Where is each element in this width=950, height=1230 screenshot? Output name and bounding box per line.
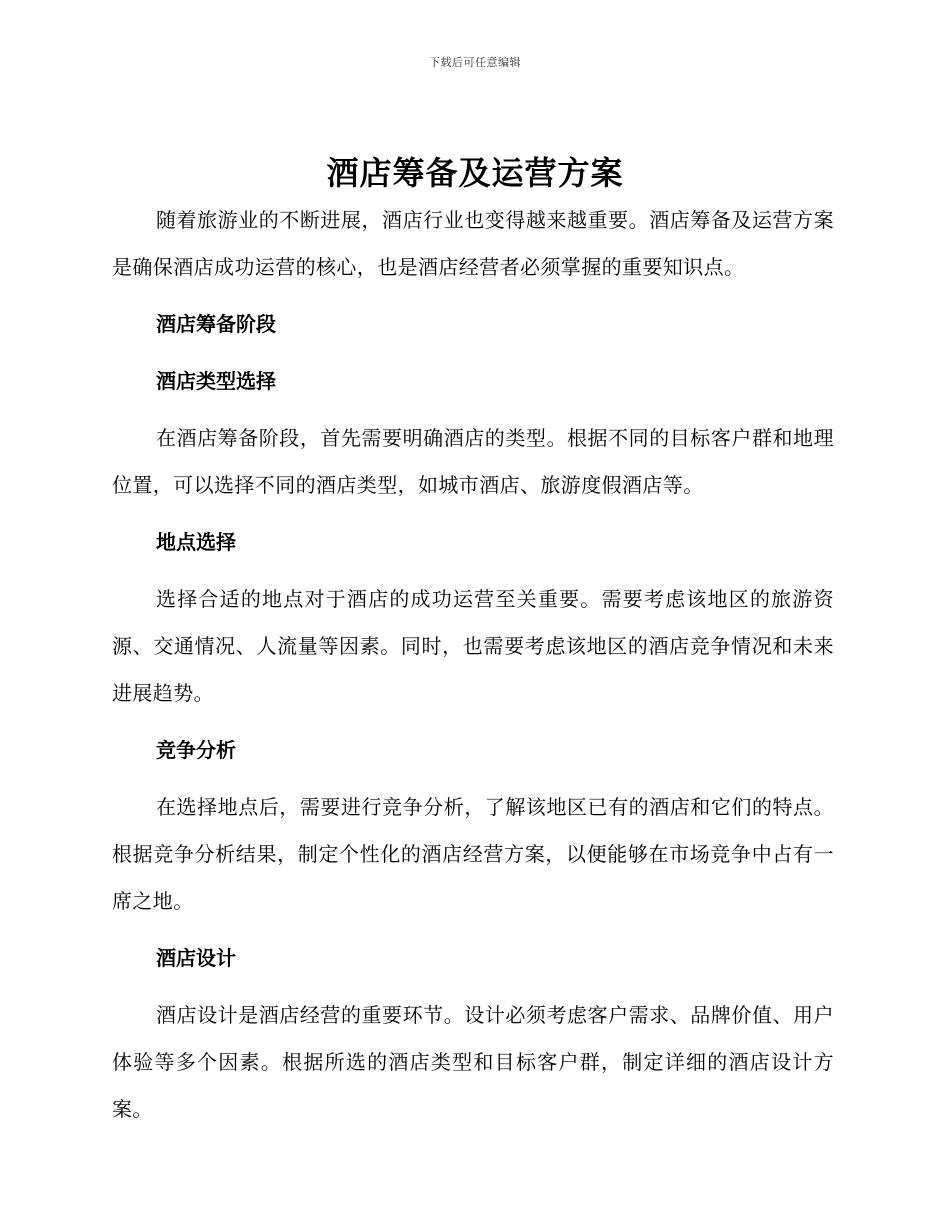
subsection-body-location: 选择合适的地点对于酒店的成功运营至关重要。需要考虑该地区的旅游资源、交通情况、人流量等因素。同时，也需要考虑该地区的酒店竞争情况和未来进展趋势。 bbox=[112, 587, 834, 705]
subsection-heading-competition: 竞争分析 bbox=[156, 738, 236, 762]
subsection-body-design: 酒店设计是酒店经营的重要环节。设计必须考虑客户需求、品牌价值、用户体验等多个因素。根据所选的酒店类型和目标客户群，制定详细的酒店设计方案。 bbox=[112, 1003, 834, 1121]
intro-paragraph: 随着旅游业的不断进展，酒店行业也变得越来越重要。酒店筹备及运营方案是确保酒店成功运营的核心，也是酒店经营者必须掌握的重要知识点。 bbox=[112, 208, 834, 279]
document-body bbox=[112, 197, 834, 1133]
header-note: 下载后可任意编辑 bbox=[429, 56, 521, 69]
section-heading-preparation: 酒店筹备阶段 bbox=[156, 312, 276, 336]
document-title: 酒店筹备及运营方案 bbox=[326, 154, 624, 192]
subsection-heading-design: 酒店设计 bbox=[156, 946, 236, 970]
subsection-body-hotel-type: 在酒店筹备阶段，首先需要明确酒店的类型。根据不同的目标客户群和地理位置，可以选择不同的酒店类型，如城市酒店、旅游度假酒店等。 bbox=[112, 426, 834, 497]
subsection-body-competition: 在选择地点后，需要进行竞争分析，了解该地区已有的酒店和它们的特点。根据竞争分析结果，制定个性化的酒店经营方案，以便能够在市场竞争中占有一席之地。 bbox=[112, 795, 834, 913]
subsection-heading-hotel-type: 酒店类型选择 bbox=[156, 369, 276, 393]
subsection-heading-location: 地点选择 bbox=[156, 530, 236, 554]
